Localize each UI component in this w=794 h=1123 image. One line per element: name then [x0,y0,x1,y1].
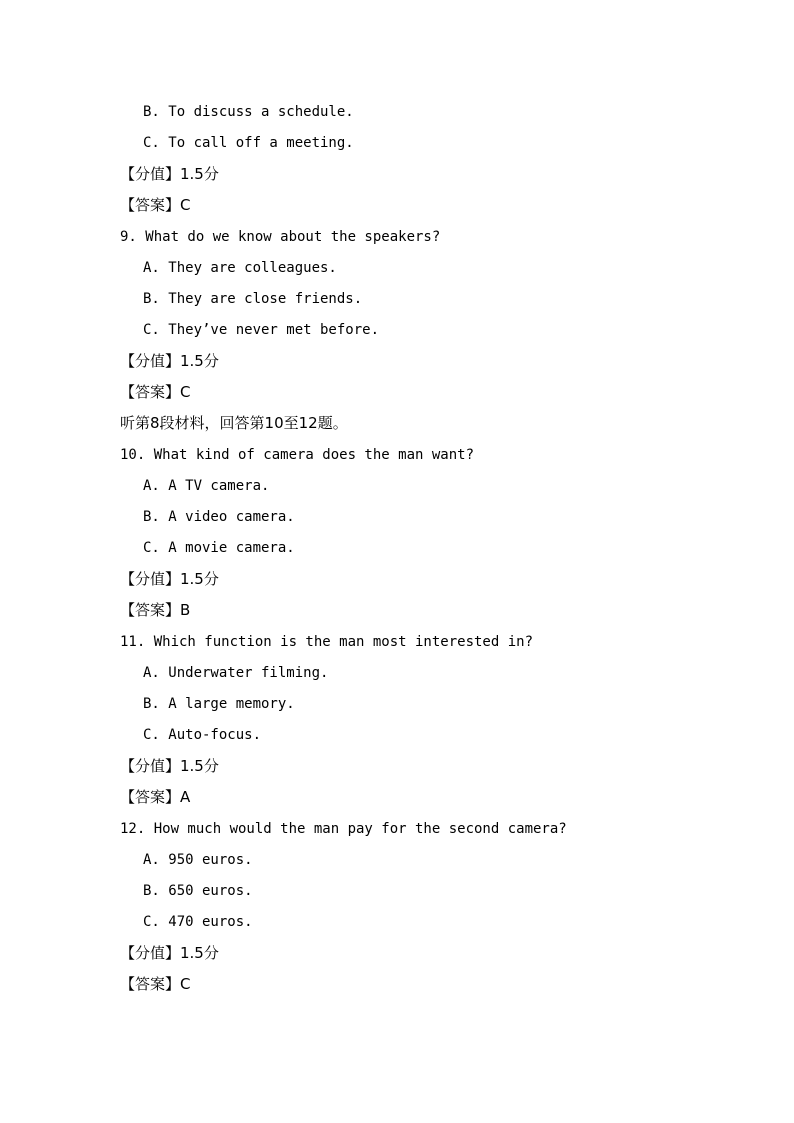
option-b-q9: B. They are close friends. [143,291,363,307]
question-12: 12. How much would the man pay for the second camera? [120,821,567,837]
option-c-q12: C. 470 euros. [143,914,253,930]
answer-q9: 【答案】C [120,383,191,401]
score-q12: 【分值】1.5分 [120,944,219,962]
section-instruction: 听第8段材料，回答第10至12题。 [120,414,348,432]
option-b-q12: B. 650 euros. [143,883,253,899]
option-b-q8: B. To discuss a schedule. [143,104,354,120]
score-q11: 【分值】1.5分 [120,757,219,775]
question-10: 10. What kind of camera does the man want? [120,447,475,463]
answer-q8: 【答案】C [120,196,191,214]
option-b-q10: B. A video camera. [143,509,295,525]
option-a-q9: A. They are colleagues. [143,260,337,276]
option-c-q8: C. To call off a meeting. [143,135,354,151]
score-q9: 【分值】1.5分 [120,352,219,370]
score-q8: 【分值】1.5分 [120,165,219,183]
question-9: 9. What do we know about the speakers? [120,229,441,245]
option-b-q11: B. A large memory. [143,696,295,712]
score-q10: 【分值】1.5分 [120,570,219,588]
question-11: 11. Which function is the man most interested in? [120,634,534,650]
answer-q11: 【答案】A [120,788,191,806]
answer-q10: 【答案】B [120,601,191,619]
option-a-q12: A. 950 euros. [143,852,253,868]
option-c-q11: C. Auto-focus. [143,727,262,743]
option-a-q11: A. Underwater filming. [143,665,329,681]
option-a-q10: A. A TV camera. [143,478,270,494]
answer-q12: 【答案】C [120,975,191,993]
option-c-q10: C. A movie camera. [143,540,295,556]
option-c-q9: C. They’ve never met before. [143,322,380,338]
